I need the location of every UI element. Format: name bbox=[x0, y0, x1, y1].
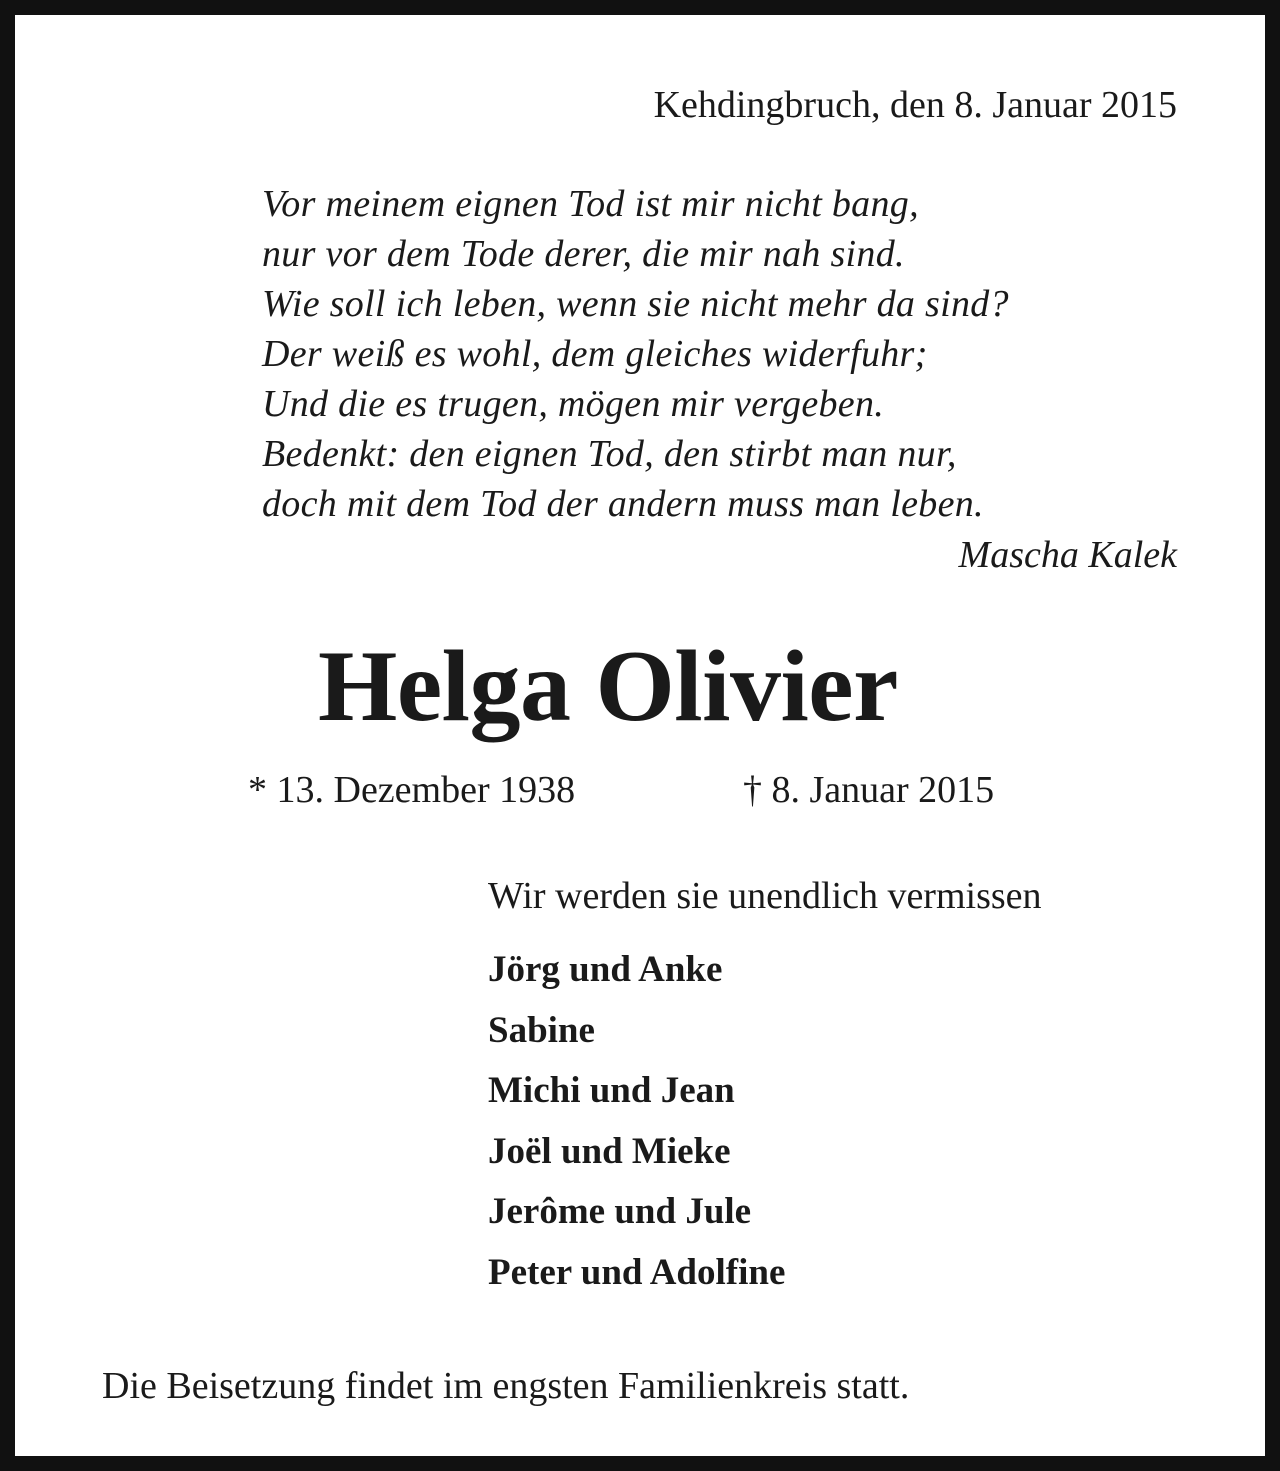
poem-line: Vor meinem eignen Tod ist mir nicht bang, bbox=[262, 183, 919, 225]
place-date: Kehdingbruch, den 8. Januar 2015 bbox=[653, 84, 1177, 126]
poem-line: nur vor dem Tode derer, die mir nah sind. bbox=[262, 233, 905, 275]
deceased-name: Helga Olivier bbox=[318, 630, 898, 743]
mourner-name: Jerôme und Jule bbox=[488, 1191, 752, 1232]
mourners-list bbox=[488, 940, 785, 1303]
poem-line: Bedenkt: den eignen Tod, den stirbt man nur, bbox=[262, 433, 957, 475]
poem-line: Wie soll ich leben, wenn sie nicht mehr da sind? bbox=[262, 283, 1009, 325]
funeral-note: Die Beisetzung findet im engsten Familienkreis statt. bbox=[102, 1365, 910, 1407]
birth-date: * 13. Dezember 1938 bbox=[248, 769, 576, 811]
mourner-name: Sabine bbox=[488, 1009, 595, 1051]
poem-line: doch mit dem Tod der andern muss man leben. bbox=[262, 483, 984, 525]
poem-author: Mascha Kalek bbox=[958, 534, 1177, 576]
mourner-name: Joël und Mieke bbox=[488, 1130, 731, 1172]
poem-line: Und die es trugen, mögen mir vergeben. bbox=[262, 383, 885, 425]
death-date: † 8. Januar 2015 bbox=[743, 769, 995, 811]
mourning-statement: Wir werden sie unendlich vermissen bbox=[488, 875, 1042, 917]
mourner-name: Jörg und Anke bbox=[488, 949, 723, 990]
mourner-name: Michi und Jean bbox=[488, 1070, 735, 1111]
poem bbox=[262, 179, 1212, 529]
mourner-name: Peter und Adolfine bbox=[488, 1251, 786, 1293]
poem-line: Der weiß es wohl, dem gleiches widerfuhr; bbox=[262, 333, 928, 375]
